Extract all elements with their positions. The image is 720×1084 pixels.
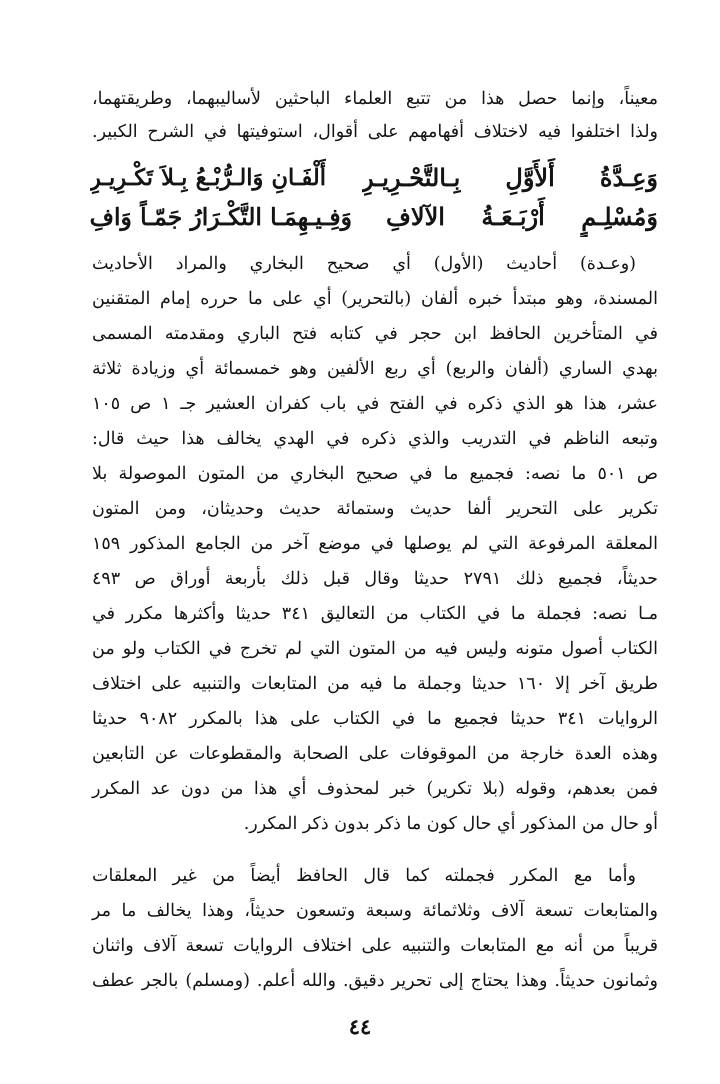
text-line: وتبعه الناظم في التدريب والذي ذكره في الهدي يخالف هذا حيث قال:	[92, 429, 658, 449]
text-line: وأما مع المكرر فجملته كما قال الحافظ أيضاً من غير المعلقات	[92, 866, 636, 886]
text-line: بهدي الساري (ألفان والربع) أي ربع الألفين وهو خمسمائة أي وزيادة ثلاثة	[92, 359, 658, 379]
text-line: في المتأخرين الحافظ ابن حجر في كتابه فتح الباري ومقدمته المسمى	[92, 324, 658, 344]
verse-1-second-hemistich: أَلْفَـانِ وَالـرُّبْـعُ بِـلاَ تَكْـرِيـرِ	[90, 165, 326, 191]
text-line: أو حال من المذكور أي حال كون ما ذكر بدون ذكر المكرر.	[243, 814, 658, 834]
page-number: ٤٤	[348, 1014, 372, 1039]
text-line: معيناً، وإنما حصل هذا من تتبع العلماء الباحثين لأساليبهما، وطريقتهما،	[92, 89, 658, 109]
text-line: مـا نصه: فجملة ما في الكتاب من التعاليق ٣٤١ حديثا وأكثرها مكرر في	[92, 604, 658, 624]
text-line: والمتابعات تسعة آلاف وثلاثمائة وسبعة وتسعون حديثاً، وهذا يخالف ما مر	[92, 901, 658, 921]
text-line: الروايات ٣٤١ حديثا فجميع ما في الكتاب على هذا بالمكرر ٩٠٨٢ حديثا	[92, 709, 658, 729]
text-line: وثمانون حديثاً. وهذا يحتاج إلى تحرير دقيق. والله أعلم. (ومسلم) بالجر عطف	[92, 971, 658, 991]
text-line: طريق آخر إلا ١٦٠ حديثا وجملة ما فيه من المتابعات والتنبيه على اختلاف	[92, 674, 658, 694]
verse-2-first-hemistich: وَمُسْلِـمٍ أَرْبَـعَـةُ الآلافِ	[386, 202, 658, 231]
text-line: عشر، هذا هو الذي ذكره في الفتح في باب كفران العشير جـ ١ ص ١٠٥	[92, 394, 658, 414]
text-line: فمن بعدهم، وقوله (بلا تكرير) خبر لمحذوف أي هذا من دون عد المكرر	[92, 779, 658, 799]
text-line: (وعـدة) أحاديث (الأول) أي صحيح البخاري والمراد الأحاديث	[92, 254, 636, 274]
verse-2-second-hemistich: وَفِـيـهِمَـا التَّكْـرَارُ جَمّـاً وَافِ	[90, 203, 352, 231]
text-line: حديثاً، فجميع ذلك ٢٧٩١ حديثا وقال قبل ذلك بأربعة أوراق ص ٤٩٣	[92, 569, 658, 589]
verse-1-first-hemistich: وَعِـدَّةُ أَلأَوَّلِ بِـالتَّحْـرِيـرِ	[362, 163, 658, 192]
text-line: تكرير على التحرير ألفا حديث وستمائة حديث وحديثان، ومن المتون	[92, 499, 658, 519]
text-line: الكتاب أصول متونه وليس فيه من المتون التي لم تخرج في الكتاب ولو من	[92, 639, 658, 659]
text-line: ولذا اختلفوا فيه لاختلاف أفهامهم على أقوال، استوفيتها في الشرح الكبير.	[92, 122, 658, 142]
text-line: قريباً من أنه مع المتابعات والتنبيه على اختلاف الروايات تسعة آلاف واثنان	[92, 936, 658, 956]
text-line: وهذه العدة خارجة من الموقوفات على الصحابة والمقطوعات عن التابعين	[92, 744, 658, 764]
text-line: المعلقة المرفوعة التي لم يوصلها في موضع آخر من الجامع المذكور ١٥٩	[92, 534, 658, 554]
text-line: المسندة، وهو مبتدأ خبره ألفان (بالتحرير) أي على ما حرره إمام المتقنين	[92, 289, 658, 309]
text-line: ص ٥٠١ ما نصه: فجميع ما في صحيح البخاري من المتون الموصولة بلا	[92, 464, 658, 484]
